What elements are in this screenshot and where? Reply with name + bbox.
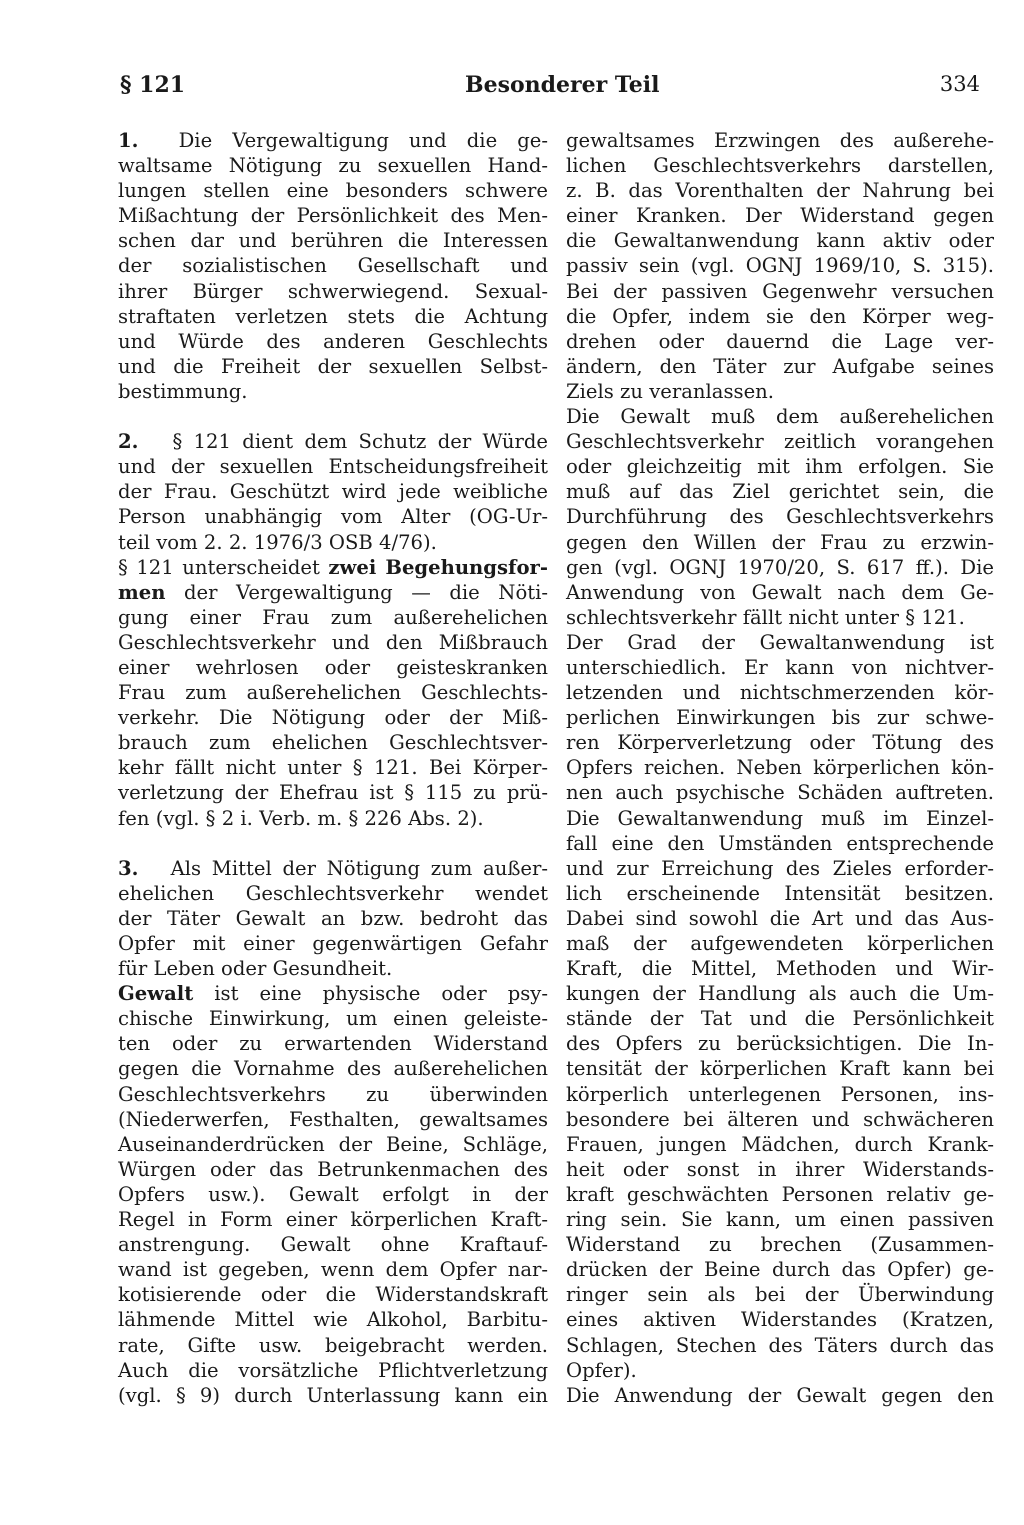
text-fragment: der Vergewaltigung — die Nöti- xyxy=(165,580,548,604)
text-line: Die Gewalt muß dem außerehelichen xyxy=(566,405,994,429)
text-line: ren Körperverletzung oder Tötung des xyxy=(566,731,994,755)
text-line: z. B. das Vorenthalten der Nahrung bei xyxy=(566,179,994,203)
text-line: Bei der passiven Gegenwehr versuchen xyxy=(566,279,994,303)
text-line: gen (vgl. OGNJ 1970/20, S. 617 ff.). Die xyxy=(566,555,994,579)
text-line: unterschiedlich. Er kann von nichtver- xyxy=(566,655,994,679)
text-line: des Opfers zu berücksichtigen. Die In- xyxy=(566,1032,994,1056)
text-line: muß auf das Ziel gerichtet sein, die xyxy=(566,480,994,504)
text-line: kehr fällt nicht unter § 121. Bei Körper- xyxy=(118,756,548,780)
paragraph-2 xyxy=(118,429,548,831)
text-line: gung einer Frau zum außerehelichen xyxy=(118,605,548,629)
text-line: wand ist gegeben, wenn dem Opfer nar- xyxy=(118,1258,548,1282)
text-line xyxy=(118,128,548,153)
text-line: und zur Erreichung des Zieles erforder- xyxy=(566,856,994,880)
text-line: Frauen, jungen Mädchen, durch Krank- xyxy=(566,1132,994,1156)
text-line: Auseinanderdrücken der Beine, Schläge, xyxy=(118,1132,548,1156)
text-line: die Opfer, indem sie den Körper weg- xyxy=(566,304,994,328)
text-fragment: Als Mittel der Nötigung zum außer- xyxy=(170,856,548,880)
text-line: Opfer). xyxy=(566,1358,637,1382)
text-line: chische Einwirkung, um einen geleiste- xyxy=(118,1007,548,1031)
paragraph-number: 1. xyxy=(118,129,139,152)
text-line: gegen die Vornahme des außerehelichen xyxy=(118,1057,548,1081)
text-fragment: Die Vergewaltigung und die ge- xyxy=(178,129,548,152)
text-line: ring sein. Sie kann, um einen passiven xyxy=(566,1208,994,1232)
text-line: anstrengung. Gewalt ohne Kraftauf- xyxy=(118,1233,548,1257)
text-line: Auch die vorsätzliche Pflichtverletzung xyxy=(118,1358,548,1382)
text-line: nen auch psychische Schäden auftreten. xyxy=(566,781,994,805)
text-line xyxy=(118,580,548,605)
text-line: Widerstand zu brechen (Zusammen- xyxy=(566,1233,994,1257)
paragraph-gap xyxy=(118,831,548,856)
text-line: Kraft, die Mittel, Methoden und Wir- xyxy=(566,957,994,981)
text-line xyxy=(118,555,548,580)
text-line: Ziels zu veranlassen. xyxy=(566,379,775,403)
text-line: verkehr. Die Nötigung oder der Miß- xyxy=(118,706,548,730)
text-line: Geschlechtsverkehrs zu überwinden xyxy=(118,1082,548,1106)
text-line: lungen stellen eine besonders schwere xyxy=(118,179,548,203)
text-line: tensität der körperlichen Kraft kann bei xyxy=(566,1057,994,1081)
text-line: lich erscheinende Intensität besitzen. xyxy=(566,881,994,905)
paragraph-number: 3. xyxy=(118,856,139,880)
page-number: 334 xyxy=(939,72,980,96)
text-line: oder gleichzeitig mit ihm erfolgen. Sie xyxy=(566,455,994,479)
text-line: drehen oder dauernd die Lage ver- xyxy=(566,329,994,353)
text-line: körperlich unterlegenen Personen, ins- xyxy=(566,1082,994,1106)
paragraph-gap xyxy=(118,404,548,429)
text-line: straftaten verletzen stets die Achtung xyxy=(118,304,548,328)
text-line: bestimmung. xyxy=(118,379,248,403)
text-line xyxy=(118,856,548,881)
text-line: eines aktiven Widerstandes (Kratzen, xyxy=(566,1308,994,1332)
text-line: lichen Geschlechtsverkehrs darstellen, xyxy=(566,154,994,178)
text-line: Geschlechtsverkehr zeitlich vorangehen xyxy=(566,430,994,454)
right-column xyxy=(566,128,994,1408)
text-line: der Täter Gewalt an bzw. bedroht das xyxy=(118,906,548,930)
emphasis-term: Gewalt xyxy=(118,982,194,1006)
text-line: Regel in Form einer körperlichen Kraft- xyxy=(118,1208,548,1232)
text-line: einer wehrlosen oder geisteskranken xyxy=(118,655,548,679)
text-line: verletzung der Ehefrau ist § 115 zu prü- xyxy=(118,781,548,805)
text-line: Opfers reichen. Neben körperlichen kön- xyxy=(566,756,994,780)
text-line: ehelichen Geschlechtsverkehr wendet xyxy=(118,881,548,905)
text-line: maß der aufgewendeten körperlichen xyxy=(566,932,994,955)
text-line: für Leben oder Gesundheit. xyxy=(118,957,393,981)
running-header xyxy=(120,72,980,106)
emphasis-term: men xyxy=(118,580,166,604)
text-line: passiv sein (vgl. OGNJ 1969/10, S. 315). xyxy=(566,254,994,278)
text-line: kraft geschwächten Personen relativ ge- xyxy=(566,1182,994,1206)
text-line: gewaltsames Erzwingen des außerehe- xyxy=(566,129,994,152)
text-line: fall eine den Umständen entsprechende xyxy=(566,831,994,855)
text-line: Die Anwendung der Gewalt gegen den xyxy=(566,1383,994,1407)
text-line: Würgen oder das Betrunkenmachen des xyxy=(118,1157,548,1181)
text-line: besondere bei älteren und schwächeren xyxy=(566,1107,994,1131)
text-line: Opfer mit einer gegenwärtigen Gefahr xyxy=(118,932,548,955)
text-line: Person unabhängig vom Alter (OG-Ur- xyxy=(118,505,548,529)
text-line: Anwendung von Gewalt nach dem Ge- xyxy=(566,580,994,604)
text-line: Dabei sind sowohl die Art und das Aus- xyxy=(566,906,994,930)
text-line: die Gewaltanwendung kann aktiv oder xyxy=(566,229,994,253)
left-column xyxy=(118,128,548,1408)
text-line: ringer sein als bei der Überwindung xyxy=(566,1283,994,1307)
text-line: heit oder sonst in ihrer Widerstands- xyxy=(566,1157,994,1181)
text-line: Mißachtung der Persönlichkeit des Men- xyxy=(118,204,548,228)
text-line: und die Freiheit der sexuellen Selbst- xyxy=(118,354,548,378)
text-line: Die Gewaltanwendung muß im Einzel- xyxy=(566,806,994,830)
text-fragment: § 121 unterscheidet xyxy=(118,555,329,579)
text-line: ihrer Bürger schwerwiegend. Sexual- xyxy=(118,279,548,303)
text-line: Schlagen, Stechen des Täters durch das xyxy=(566,1333,994,1357)
text-line: Opfers usw.). Gewalt erfolgt in der xyxy=(118,1182,548,1206)
text-line: ten oder zu erwartenden Widerstand xyxy=(118,1032,548,1056)
text-line: gegen den Willen der Frau zu erzwin- xyxy=(566,530,994,554)
text-line: der Frau. Geschützt wird jede weibliche xyxy=(118,480,548,504)
text-line: (vgl. § 9) durch Unterlassung kann ein xyxy=(118,1383,548,1407)
text-fragment: § 121 dient dem Schutz der Würde xyxy=(172,430,548,454)
text-line: fen (vgl. § 2 i. Verb. m. § 226 Abs. 2). xyxy=(118,806,484,830)
header-section-number: § 121 xyxy=(120,72,186,98)
text-line: drücken der Beine durch das Opfer) ge- xyxy=(566,1258,994,1282)
text-line: Der Grad der Gewaltanwendung ist xyxy=(566,630,994,654)
text-line: Geschlechtsverkehr und den Mißbrauch xyxy=(118,630,548,654)
text-line: (Niederwerfen, Festhalten, gewaltsames xyxy=(118,1107,548,1131)
text-line: kungen der Handlung als auch die Um- xyxy=(566,982,994,1006)
text-line: und Würde des anderen Geschlechts xyxy=(118,329,548,353)
text-line: Durchführung des Geschlechtsverkehrs xyxy=(566,505,994,529)
text-line: perlichen Einwirkungen bis zur schwe- xyxy=(566,706,994,730)
text-line: rate, Gifte usw. beigebracht werden. xyxy=(118,1333,548,1357)
text-line: letzenden und nichtschmerzenden kör- xyxy=(566,681,994,705)
text-line xyxy=(118,429,548,454)
text-line: Frau zum außerehelichen Geschlechts- xyxy=(118,681,548,705)
paragraph-number: 2. xyxy=(118,430,139,454)
text-line: einer Kranken. Der Widerstand gegen xyxy=(566,204,994,228)
paragraph-3 xyxy=(118,856,548,1408)
text-line: und der sexuellen Entscheidungsfreiheit xyxy=(118,455,548,479)
text-line: stände der Tat und die Persönlichkeit xyxy=(566,1007,994,1031)
paragraph-1 xyxy=(118,128,548,404)
text-line: schlechtsverkehr fällt nicht unter § 121. xyxy=(566,605,965,629)
text-fragment: ist eine physische oder psy- xyxy=(193,982,548,1006)
text-line: kotisierende oder die Widerstandskraft xyxy=(118,1283,548,1307)
text-line: brauch zum ehelichen Geschlechtsver- xyxy=(118,731,548,755)
text-line: teil vom 2. 2. 1976/3 OSB 4/76). xyxy=(118,530,437,554)
emphasis-term: zwei Begehungsfor- xyxy=(328,555,548,579)
text-line: lähmende Mittel wie Alkohol, Barbitu- xyxy=(118,1308,548,1332)
header-title: Besonderer Teil xyxy=(465,72,660,98)
text-line: der sozialistischen Gesellschaft und xyxy=(118,254,548,278)
text-line xyxy=(118,981,548,1006)
text-line: ändern, den Täter zur Aufgabe seines xyxy=(566,354,994,378)
text-line: schen dar und berühren die Interessen xyxy=(118,229,548,253)
text-line: waltsame Nötigung zu sexuellen Hand- xyxy=(118,154,548,178)
